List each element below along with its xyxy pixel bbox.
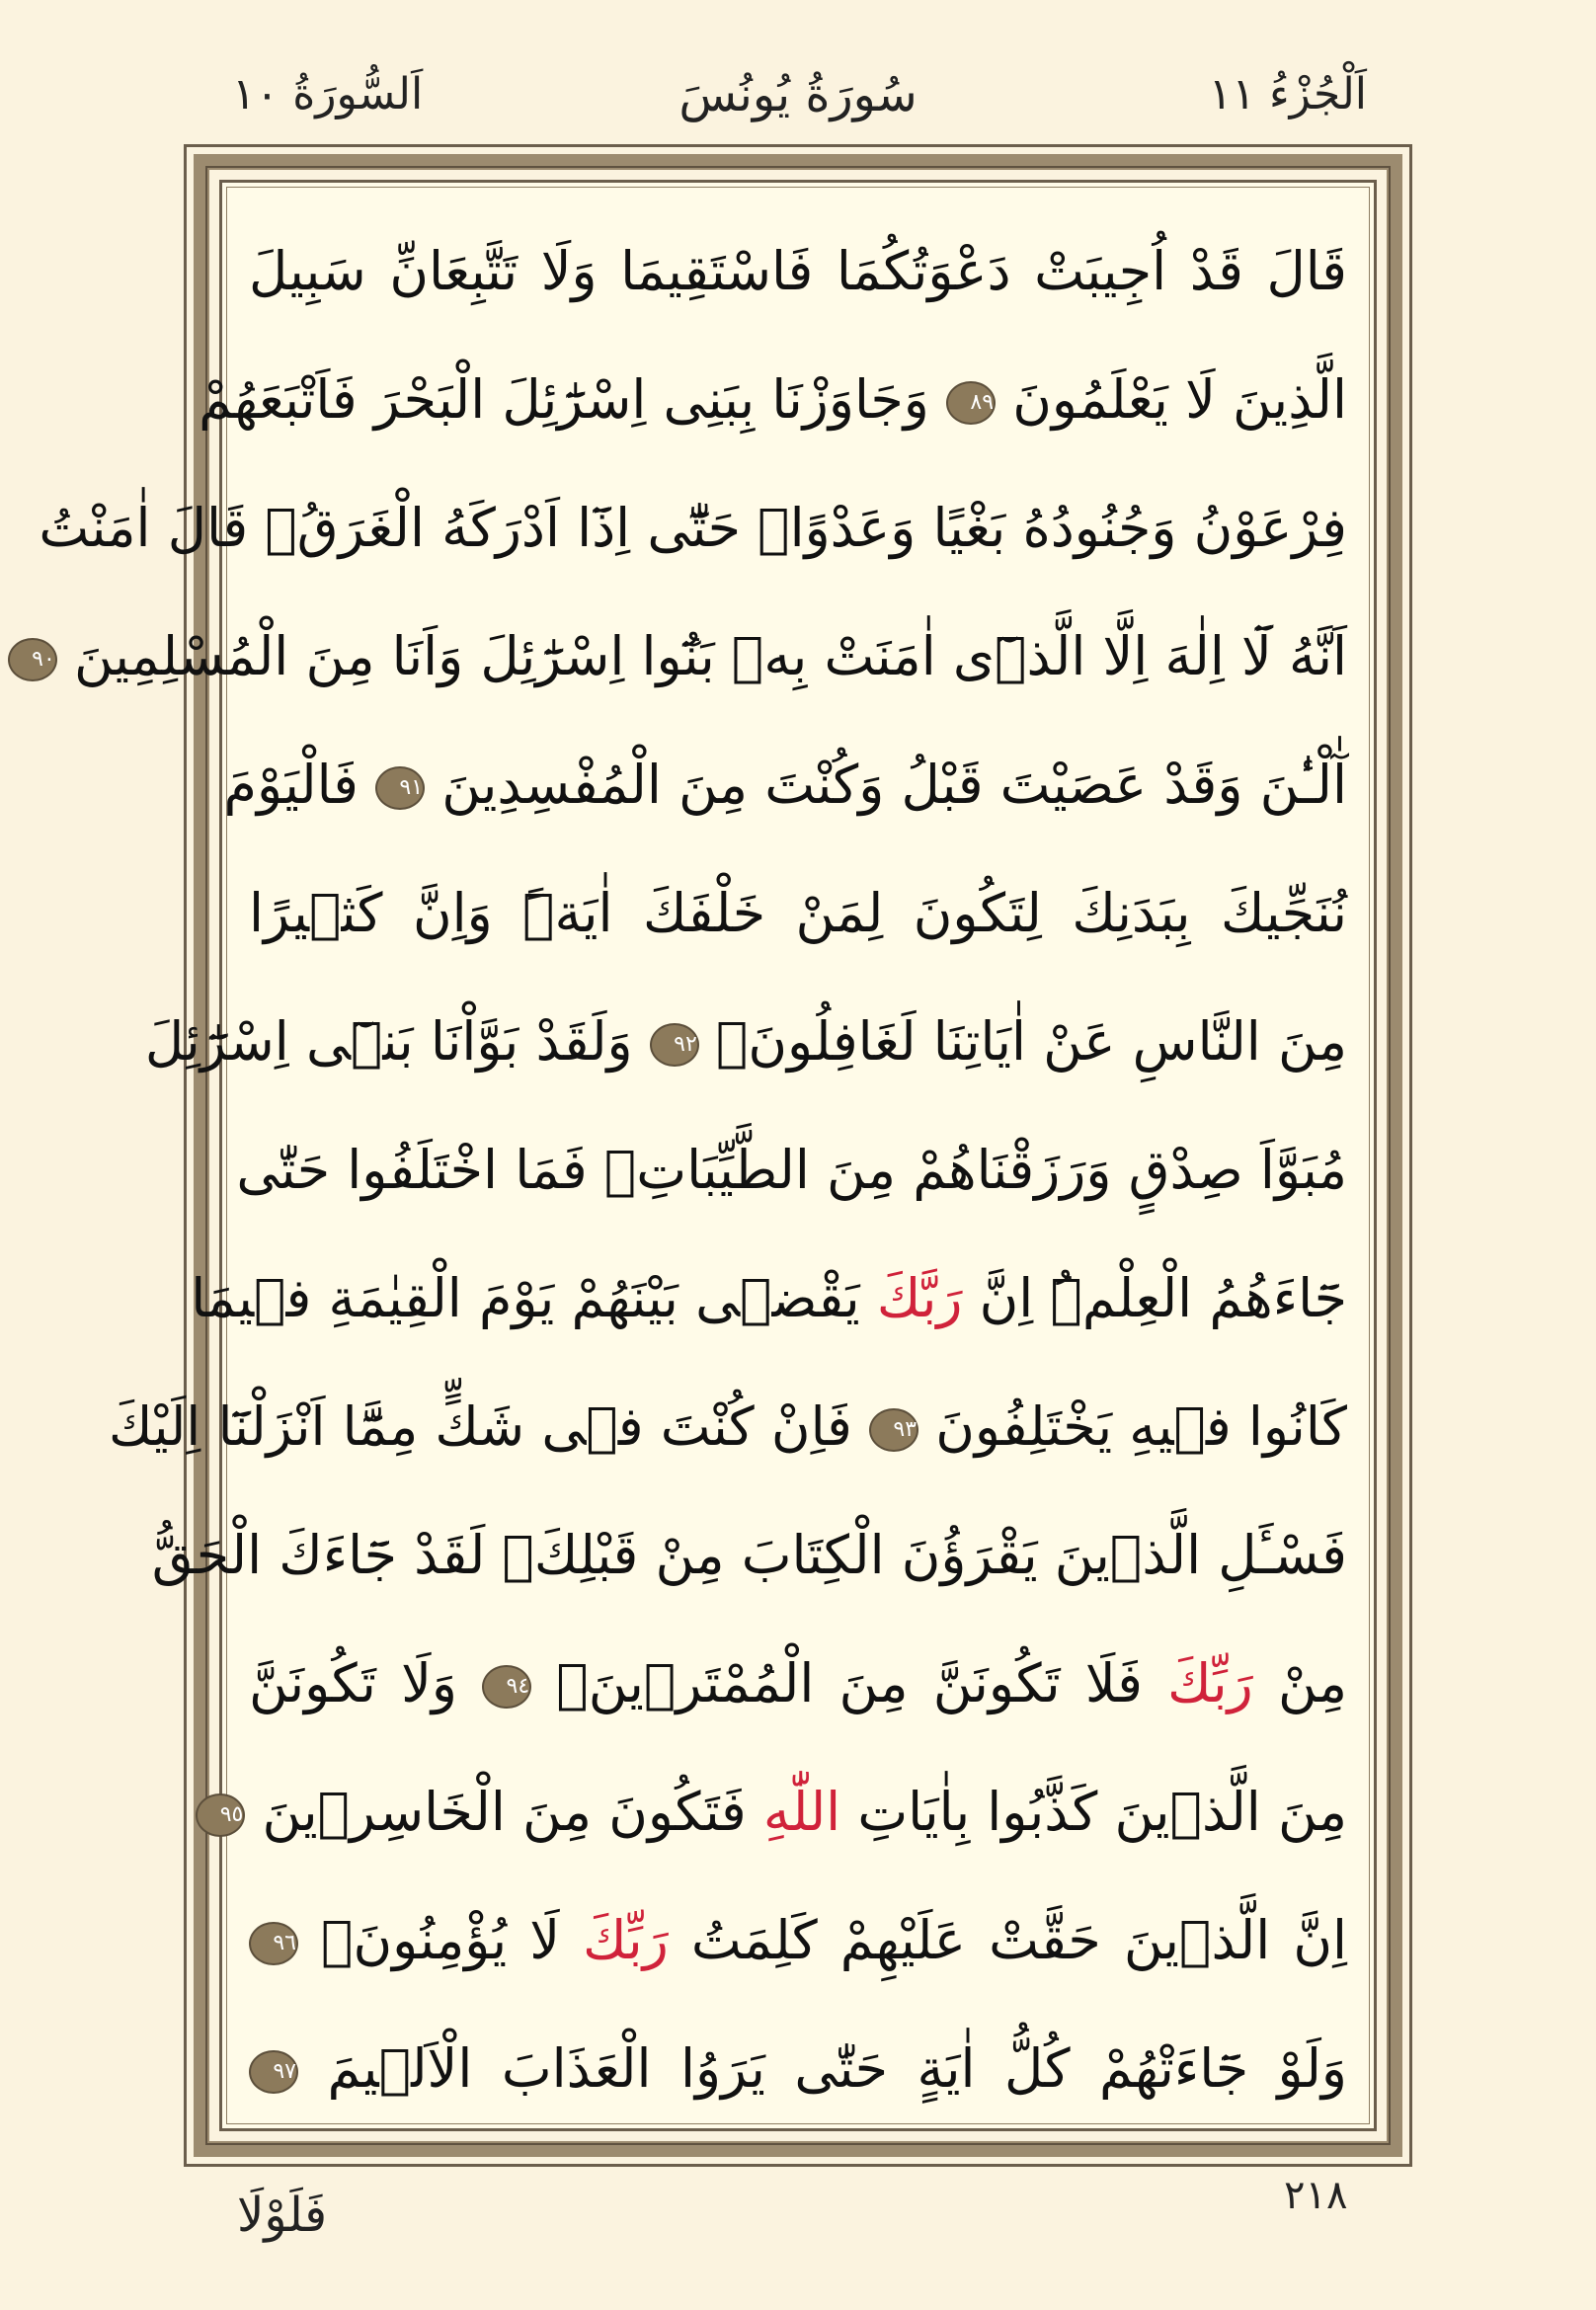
verse-text: آٰلْـٰٔنَ وَقَدْ عَصَيْتَ قَبْلُ وَكُنْتَ مِنَ الْمُفْسِدِينَ bbox=[441, 754, 1347, 816]
verse-text: جَٓاءَهُمُ الْعِلْمُۜ اِنَّ bbox=[962, 1267, 1347, 1329]
ayah-number-marker: ٩٦ bbox=[249, 1922, 298, 1965]
verse-text: وَلَقَدْ بَوَّاْنَا بَنٖٓى اِسْرَٰٓئِلَ bbox=[144, 1010, 633, 1073]
verse-text: الَّذِينَ لَا يَعْلَمُونَ bbox=[1012, 368, 1347, 431]
verse-text: وَلَا تَكُونَنَّ bbox=[249, 1652, 457, 1714]
text-line bbox=[249, 1620, 1347, 1748]
text-line bbox=[236, 1106, 1347, 1235]
verse-text: لَا يُؤْمِنُونَۙ bbox=[321, 1909, 561, 1971]
text-line bbox=[219, 1748, 1347, 1876]
text-line bbox=[39, 464, 1347, 593]
verse-text: مِنْ bbox=[1252, 1652, 1348, 1714]
text-line bbox=[249, 1876, 1347, 2005]
text-line bbox=[249, 849, 1347, 978]
ayah-number-marker: ٩٤ bbox=[482, 1665, 531, 1709]
verse-text: كَانُوا فٖيهِ يَخْتَلِفُونَ bbox=[935, 1395, 1347, 1458]
ayah-number-marker: ٩٠ bbox=[8, 638, 57, 681]
text-line bbox=[249, 2005, 1347, 2133]
catchword: فَلَوْلَا bbox=[237, 2188, 328, 2243]
verse-text: اِنَّ الَّذٖينَ حَقَّتْ عَلَيْهِمْ كَلِمَتُ bbox=[668, 1909, 1347, 1971]
verse-text: قَالَ قَدْ اُجِيبَتْ دَعْوَتُكُمَا فَاسْتَقِيمَا وَلَا تَتَّبِعَانِّ سَبِيلَ bbox=[249, 240, 1347, 302]
sura-number-label: اَلسُّورَةُ ١٠ bbox=[232, 69, 424, 119]
text-line bbox=[109, 1363, 1347, 1491]
text-line bbox=[32, 593, 1347, 721]
divine-name-text: رَبِّكَ bbox=[1167, 1652, 1253, 1714]
ayah-number-marker: ٩٢ bbox=[650, 1023, 699, 1067]
ayah-number-marker: ٩٣ bbox=[869, 1408, 918, 1452]
ayah-number-marker: ٩١ bbox=[375, 766, 425, 810]
text-line bbox=[223, 721, 1347, 849]
verse-text: فِرْعَوْنُ وَجُنُودُهُ بَغْيًا وَعَدْوًاۜ حَتّٰٓى اِذَٓا اَدْرَكَهُ الْغَرَقُۙ قَالَ اٰمَنْتُ bbox=[39, 497, 1347, 559]
page-number: ٢١٨ bbox=[1284, 2173, 1348, 2218]
verse-text: فَسْـَٔلِ الَّذٖينَ يَقْرَؤُنَ الْكِتَابَ مِنْ قَبْلِكَۚ لَقَدْ جَٓاءَكَ الْحَقُّ bbox=[151, 1524, 1347, 1586]
verse-text: فَالْيَوْمَ bbox=[223, 754, 359, 816]
verse-text: يَقْضٖى بَيْنَهُمْ يَوْمَ الْقِيٰمَةِ فٖيمَا bbox=[191, 1267, 860, 1329]
text-line bbox=[151, 1491, 1347, 1620]
ayah-number-marker: ٩٥ bbox=[196, 1793, 245, 1837]
verse-text: اَنَّهُ لَٓا اِلٰهَ اِلَّا الَّذٖٓى اٰمَنَتْ بِهٖ بَنُٓوا اِسْرَٰٓئِلَ وَاَنَا مِنَ الْمُسْلِمِينَ bbox=[73, 625, 1347, 687]
text-line bbox=[191, 1235, 1347, 1363]
juz-label: اَلْجُزْءُ ١١ bbox=[1208, 69, 1367, 119]
divine-name-text: رَبِّكَ bbox=[583, 1909, 669, 1971]
text-line bbox=[144, 978, 1347, 1106]
verse-text: مِنَ الَّذٖينَ كَذَّبُوا بِاٰيَاتِ bbox=[840, 1781, 1347, 1843]
divine-name-text: اللّٰهِ bbox=[762, 1781, 841, 1843]
sura-title: سُورَةُ يُونُسَ bbox=[678, 67, 918, 122]
ayah-number-marker: ٩٧ bbox=[249, 2050, 298, 2094]
verse-text: نُنَجِّيكَ بِبَدَنِكَ لِتَكُونَ لِمَنْ خَلْفَكَ اٰيَةًۜ وَاِنَّ كَثٖيرًا bbox=[249, 882, 1347, 944]
text-line bbox=[249, 207, 1347, 336]
ayah-number-marker: ٨٩ bbox=[946, 381, 996, 425]
verse-text: مِنَ النَّاسِ عَنْ اٰيَاتِنَا لَغَافِلُونَۚ bbox=[715, 1010, 1347, 1073]
verse-text: وَلَوْ جَٓاءَتْهُمْ كُلُّ اٰيَةٍ حَتّٰى يَرَوُا الْعَذَابَ الْاَلٖيمَ bbox=[327, 2037, 1347, 2100]
verse-text: فَلَا تَكُونَنَّ مِنَ الْمُمْتَرٖينَۙ bbox=[556, 1652, 1143, 1714]
text-line bbox=[199, 336, 1347, 464]
verse-text: فَتَكُونَ مِنَ الْخَاسِرٖينَ bbox=[262, 1781, 747, 1843]
divine-name-text: رَبَّكَ bbox=[876, 1267, 963, 1329]
verse-text: وَجَاوَزْنَا بِبَنِى اِسْرَٰٓئِلَ الْبَحْرَ فَاَتْبَعَهُمْ bbox=[199, 368, 929, 431]
quran-text-body bbox=[32, 207, 1348, 2133]
verse-text: مُبَوَّاَ صِدْقٍ وَرَزَقْنَاهُمْ مِنَ الطَّيِّبَاتِۚ فَمَا اخْتَلَفُوا حَتّٰى bbox=[236, 1139, 1347, 1201]
verse-text: فَاِنْ كُنْتَ فٖى شَكٍّ مِمَّٓا اَنْزَلْنَٓا اِلَيْكَ bbox=[109, 1395, 852, 1458]
